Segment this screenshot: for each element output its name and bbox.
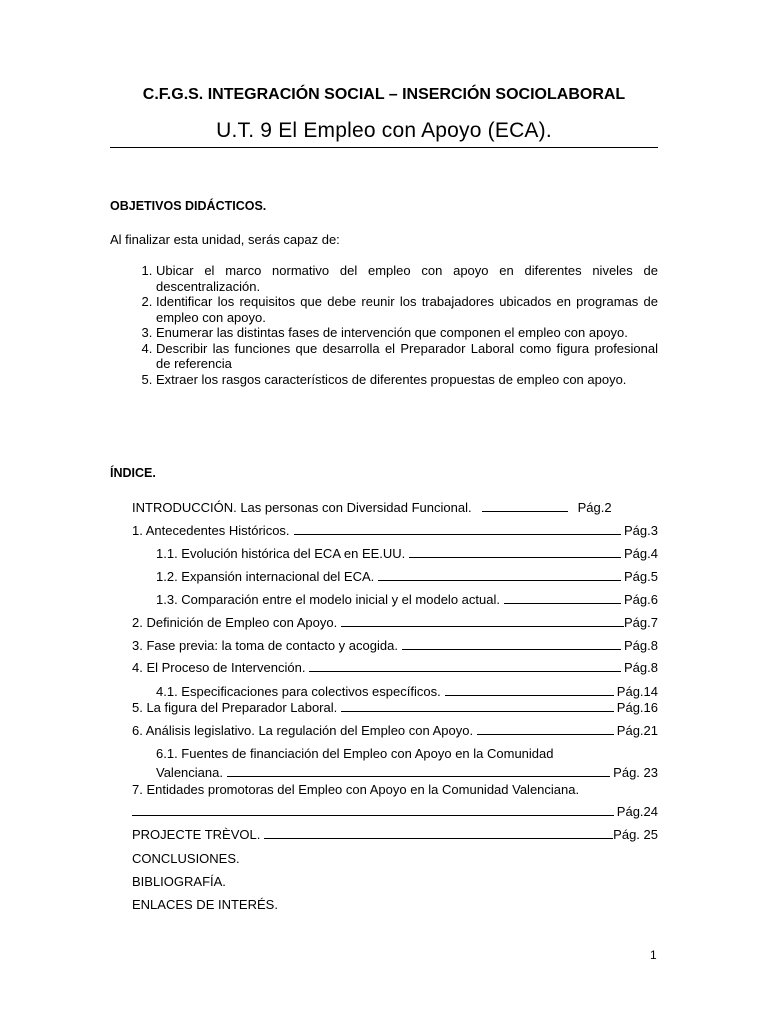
- toc-entry: [110, 743, 658, 761]
- toc-entry-page: Pág.3: [624, 523, 658, 538]
- toc-entry: [110, 894, 658, 912]
- toc-entry: [110, 657, 658, 675]
- toc-entry-text: 1.1. Evolución histórica del ECA en EE.UU.: [156, 546, 406, 561]
- toc-leader: [445, 695, 614, 696]
- toc-entry: [110, 520, 658, 538]
- toc-entry-page: Pág. 23: [613, 765, 658, 780]
- toc-entry-text: 4. El Proceso de Intervención.: [132, 660, 306, 675]
- toc-leader: [482, 511, 568, 512]
- toc-entry-text: 6. Análisis legislativo. La regulación del Empleo con Apoyo.: [132, 723, 474, 738]
- toc-entry: [110, 566, 658, 584]
- objectives-heading: OBJETIVOS DIDÁCTICOS.: [110, 199, 267, 213]
- toc-entry-text: Valenciana.: [156, 765, 223, 780]
- toc-leader: [294, 534, 621, 535]
- toc-entry: [110, 801, 658, 819]
- toc-entry-text: PROJECTE TRÈVOL.: [132, 827, 261, 842]
- toc-entry-page: Pág.5: [624, 569, 658, 584]
- objective-item: 4. Describir las funciones que desarrolla el Preparador Laboral como figura profesional de referencia: [156, 341, 658, 372]
- toc-entry-page: Pág.14: [616, 684, 658, 699]
- toc-entry-page: Pág.7: [624, 615, 658, 630]
- toc-entry-text: 1. Antecedentes Históricos.: [132, 523, 290, 538]
- toc-leader: [341, 711, 614, 712]
- toc-entry-text: ENLACES DE INTERÉS.: [132, 897, 278, 912]
- toc-entry-text: INTRODUCCIÓN. Las personas con Diversidad Funcional.: [132, 500, 472, 515]
- toc-entry-text: BIBLIOGRAFÍA.: [132, 874, 226, 889]
- toc-leader: [227, 776, 610, 777]
- toc-entry-text: 1.2. Expansión internacional del ECA.: [156, 569, 375, 584]
- toc-leader: [378, 580, 621, 581]
- toc-entry: [110, 697, 658, 715]
- toc-leader: [264, 838, 613, 839]
- toc-entry-page: Pág.2: [577, 500, 612, 515]
- toc-entry: [110, 720, 658, 738]
- toc-leader: [341, 626, 624, 627]
- toc-entry-page: Pág.24: [616, 804, 658, 819]
- unit-title: U.T. 9 El Empleo con Apoyo (ECA).: [110, 119, 658, 148]
- toc-leader: [477, 734, 614, 735]
- toc-leader: [402, 649, 621, 650]
- toc-entry-text: 7. Entidades promotoras del Empleo con Apoyo en la Comunidad Valenciana.: [132, 782, 580, 797]
- toc-entry: [110, 497, 658, 515]
- toc-entry: [110, 779, 658, 797]
- toc-entry-page: Pág.6: [624, 592, 658, 607]
- toc-entry: [110, 762, 658, 780]
- toc-entry-text: 5. La figura del Preparador Laboral.: [132, 700, 338, 715]
- objectives-list: [110, 263, 658, 387]
- toc-entry-page: Pág. 25: [613, 827, 658, 842]
- course-header: C.F.G.S. INTEGRACIÓN SOCIAL – INSERCIÓN SOCIOLABORAL: [142, 86, 626, 103]
- objective-item: 2. Identificar los requisitos que debe reunir los trabajadores ubicados en programas de empleo con apoyo.: [156, 294, 658, 325]
- toc-entry-text: CONCLUSIONES.: [132, 851, 240, 866]
- toc-entry-page: Pág.8: [624, 638, 658, 653]
- objective-item: 3. Enumerar las distintas fases de intervención que componen el empleo con apoyo.: [156, 325, 658, 341]
- objectives-intro: Al finalizar esta unidad, serás capaz de:: [110, 232, 340, 247]
- toc-entry-text: 1.3. Comparación entre el modelo inicial y el modelo actual.: [156, 592, 500, 607]
- toc-leader: [409, 557, 621, 558]
- index-heading: ÍNDICE.: [110, 466, 156, 480]
- toc-entry-page: Pág.8: [624, 660, 658, 675]
- toc-entry-text: 2. Definición de Empleo con Apoyo.: [132, 615, 338, 630]
- toc-entry: [110, 824, 658, 842]
- toc-leader: [309, 671, 621, 672]
- toc-entry: [110, 543, 658, 561]
- objective-item: 1. Ubicar el marco normativo del empleo con apoyo en diferentes niveles de descentralización.: [156, 263, 658, 294]
- objective-item: 5. Extraer los rasgos característicos de diferentes propuestas de empleo con apoyo.: [156, 372, 658, 388]
- toc-entry: [110, 871, 658, 889]
- toc-leader: [132, 815, 614, 816]
- toc-entry-page: Pág.16: [616, 700, 658, 715]
- toc-entry-page: Pág.4: [624, 546, 658, 561]
- toc-entry: [110, 848, 658, 866]
- toc-entry-text: 4.1. Especificaciones para colectivos específicos.: [156, 684, 441, 699]
- toc-leader: [504, 603, 621, 604]
- toc-entry-text: 6.1. Fuentes de financiación del Empleo con Apoyo en la Comunidad: [156, 746, 554, 761]
- toc-entry-text: 3. Fase previa: la toma de contacto y acogida.: [132, 638, 398, 653]
- toc-entry: [110, 589, 658, 607]
- toc-entry: [110, 612, 658, 630]
- page-number: 1: [650, 948, 657, 962]
- toc-entry: [110, 635, 658, 653]
- toc-entry-page: Pág.21: [616, 723, 658, 738]
